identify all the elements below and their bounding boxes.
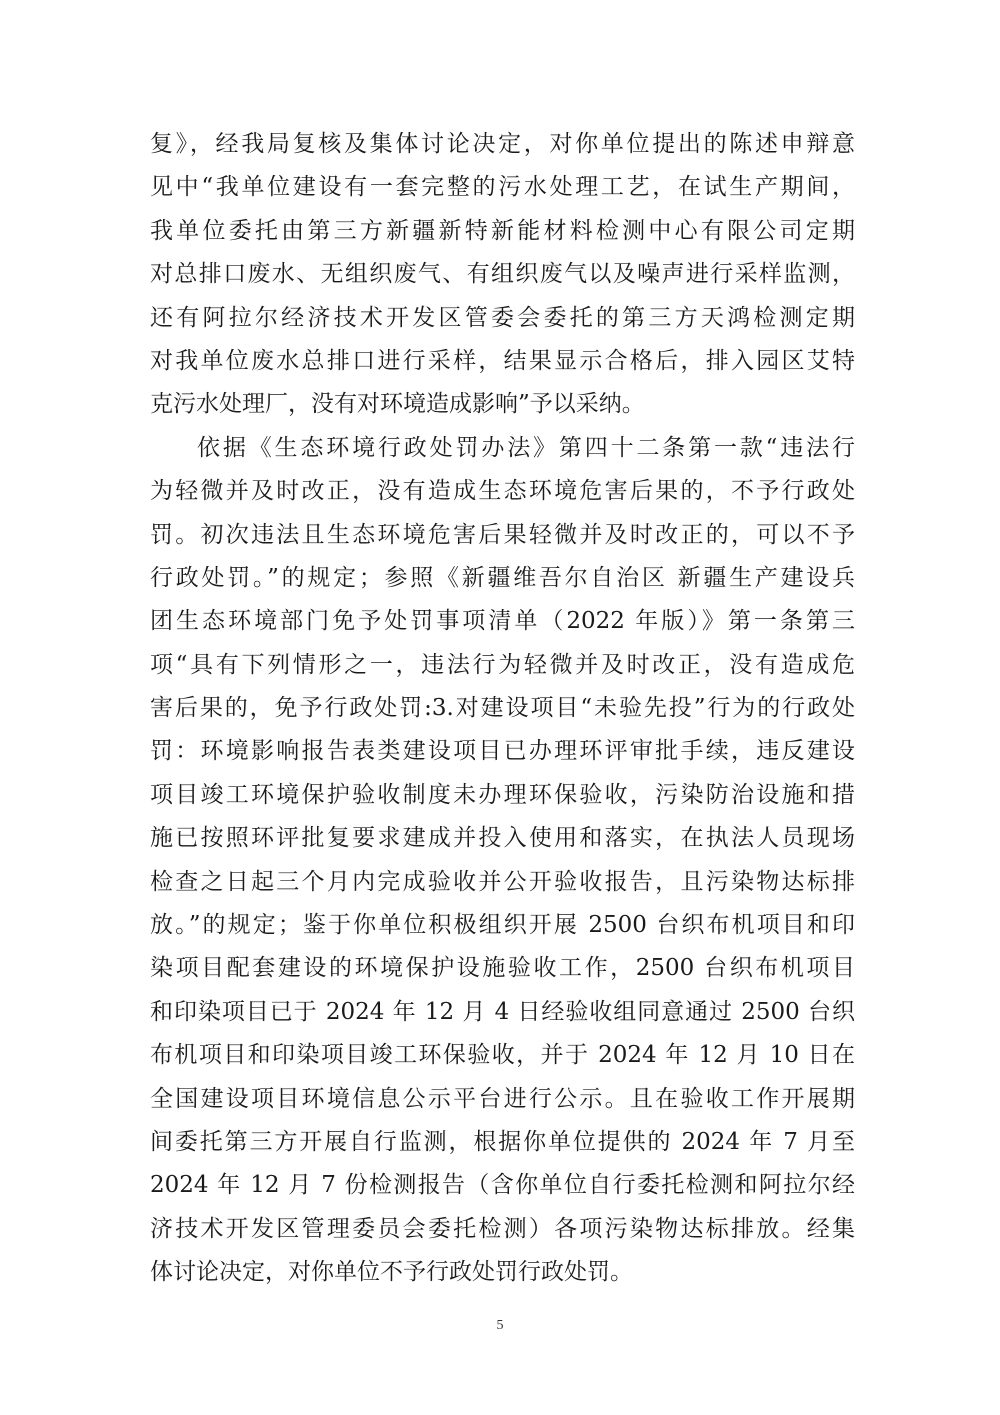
text-line: 还有阿拉尔经济技术开发区管委会委托的第三方天鸿检测定期	[150, 304, 855, 331]
text-line: 施已按照环评批复要求建成并投入使用和落实，在执法人员现场	[150, 825, 855, 852]
text-line: 复》，经我局复核及集体讨论决定，对你单位提出的陈述申辩意	[150, 131, 855, 157]
text-line: 为轻微并及时改正，没有造成生态环境危害后果的，不予行政处	[150, 478, 855, 505]
paragraph-1	[150, 123, 855, 427]
text-line: 染项目配套建设的环境保护设施验收工作，2500 台织布机项目	[150, 955, 855, 982]
text-line: 放。”的规定；鉴于你单位积极组织开展 2500 台织布机项目和印	[150, 912, 855, 939]
text-line: 对我单位废水总排口进行采样，结果显示合格后，排入园区艾特	[150, 347, 855, 374]
text-line: 全国建设项目环境信息公示平台进行公示。且在验收工作开展期	[150, 1085, 855, 1112]
text-line: 检查之日起三个月内完成验收并公开验收报告，且污染物达标排	[150, 868, 855, 895]
text-line: 对总排口废水、无组织废气、有组织废气以及噪声进行采样监测，	[150, 261, 855, 288]
text-line: 行政处罚。”的规定；参照《新疆维吾尔自治区 新疆生产建设兵	[150, 564, 855, 591]
text-line: 罚：环境影响报告表类建设项目已办理环评审批手续，违反建设	[150, 738, 855, 765]
text-line: 体讨论决定，对你单位不予行政处罚行政处罚。	[150, 1259, 633, 1286]
text-line: 害后果的，免予行政处罚:3.对建设项目“未验先投”行为的行政处	[150, 695, 855, 722]
text-line: 团生态环境部门免予处罚事项清单（2022 年版）》第一条第三	[150, 608, 855, 635]
text-line: 罚。初次违法且生态环境危害后果轻微并及时改正的，可以不予	[150, 521, 855, 548]
text-line: 克污水处理厂，没有对环境造成影响”予以采纳。	[150, 391, 645, 418]
text-line: 2024 年 12 月 7 份检测报告（含你单位自行委托检测和阿拉尔经	[150, 1172, 855, 1199]
text-line: 项目竣工环境保护验收制度未办理环保验收，污染防治设施和措	[150, 781, 855, 808]
text-line: 济技术开发区管理委员会委托检测）各项污染物达标排放。经集	[150, 1215, 855, 1242]
page-number: 5	[496, 1318, 504, 1333]
text-line: 依据《生态环境行政处罚办法》第四十二条第一款“违法行	[197, 434, 855, 461]
text-line: 间委托第三方开展自行监测，根据你单位提供的 2024 年 7 月至	[150, 1128, 855, 1155]
text-line: 见中“我单位建设有一套完整的污水处理工艺，在试生产期间，	[150, 174, 855, 201]
text-line: 我单位委托由第三方新疆新特新能材料检测中心有限公司定期	[150, 217, 855, 244]
body-text	[150, 123, 855, 1295]
text-line: 布机项目和印染项目竣工环保验收，并于 2024 年 12 月 10 日在	[150, 1042, 855, 1069]
text-line: 和印染项目已于 2024 年 12 月 4 日经验收组同意通过 2500 台织	[150, 998, 855, 1025]
text-line: 项“具有下列情形之一，违法行为轻微并及时改正，没有造成危	[150, 651, 855, 678]
paragraph-2	[150, 427, 855, 1295]
